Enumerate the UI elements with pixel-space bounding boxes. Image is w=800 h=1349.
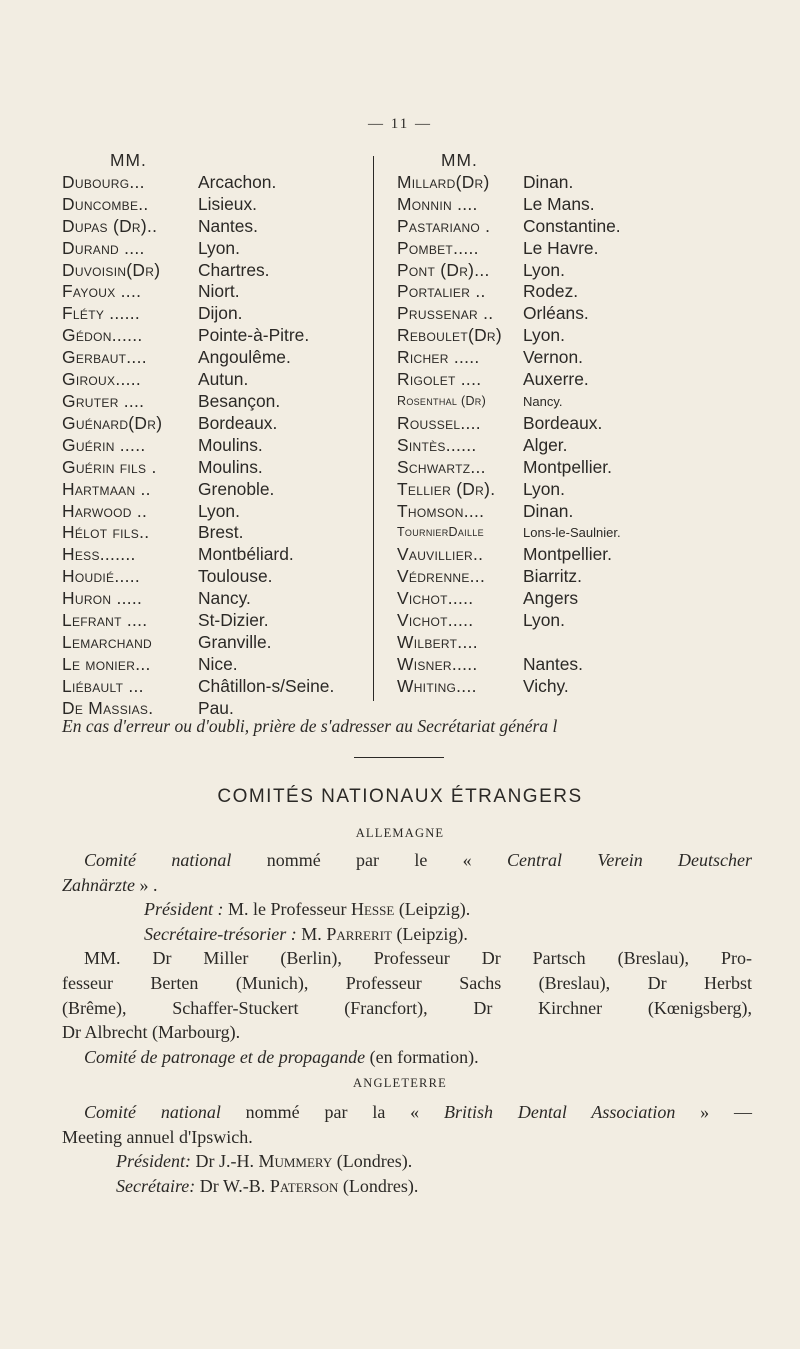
president-text: Dr J.-H.: [190, 1151, 259, 1172]
committee-text: nommé par la «: [220, 1102, 444, 1122]
president-place: (Londres).: [332, 1151, 413, 1172]
member-city: Autun.: [198, 369, 249, 390]
member-city: Dijon.: [198, 303, 243, 324]
member-name: Giroux.....: [62, 369, 141, 390]
committee-line: [62, 1100, 752, 1125]
member-rows: [397, 172, 757, 698]
member-name: Guénard(Dr): [62, 412, 163, 433]
member-name: Vichot.....: [397, 588, 474, 609]
member-name: Wilbert....: [397, 631, 478, 652]
member-city: Orléans.: [523, 303, 589, 324]
member-row: [62, 588, 367, 610]
member-name: Millard(Dr): [397, 171, 490, 192]
member-name: Harwood ..: [62, 500, 148, 521]
member-name: Vauvillier..: [397, 544, 484, 565]
member-name: Duvoisin(Dr): [62, 259, 161, 280]
member-name: Portalier ..: [397, 281, 486, 302]
member-name: Duncombe..: [62, 193, 149, 214]
member-row: [62, 610, 367, 632]
member-name: Monnin ....: [397, 193, 478, 214]
member-row: [397, 654, 757, 676]
member-name: Guérin .....: [62, 434, 146, 455]
member-name: Durand ....: [62, 237, 145, 258]
member-name: Gerbaut....: [62, 347, 147, 368]
member-row: [62, 544, 367, 566]
committee-org: Central Verein Deutscher: [507, 850, 753, 870]
member-row: [397, 632, 757, 654]
member-city: Arcachon.: [198, 171, 277, 192]
england-committee: [62, 1100, 752, 1198]
member-name: Lemarchand: [62, 631, 153, 652]
member-row: [62, 391, 367, 413]
member-city: Dinan.: [523, 171, 574, 192]
member-name: Schwartz...: [397, 456, 486, 477]
committee-org-end: Zahnärzte: [62, 874, 136, 895]
member-row: [397, 347, 757, 369]
errata-note: En cas d'erreur ou d'oubli, prière de s'adresser au Secrétariat généra l: [62, 716, 558, 736]
member-city: Bordeaux.: [523, 412, 603, 433]
committee-end: » .: [135, 874, 158, 895]
member-name: Liébault ...: [62, 675, 144, 696]
member-city: Lyon.: [523, 610, 565, 631]
member-city: Biarritz.: [523, 566, 582, 587]
member-city: Montpellier.: [523, 456, 612, 477]
secretary-text: Dr W.-B.: [195, 1175, 270, 1196]
member-name: Gédon......: [62, 325, 143, 346]
member-city: Nancy.: [523, 393, 563, 409]
member-row: [397, 413, 757, 435]
member-row: [397, 281, 757, 303]
germany-committee: [62, 848, 752, 1069]
member-row: [397, 588, 757, 610]
patronage-label: Comité de patronage et de propagande: [84, 1046, 366, 1067]
member-row: [397, 544, 757, 566]
member-city: Besançon.: [198, 390, 281, 411]
member-row: [397, 435, 757, 457]
member-row: [397, 194, 757, 216]
section-rule: [354, 757, 444, 758]
member-row: [62, 260, 367, 282]
column-divider: [373, 156, 374, 701]
member-city: Rodez.: [523, 281, 579, 302]
member-row: [62, 413, 367, 435]
member-row: [397, 325, 757, 347]
member-row: [62, 632, 367, 654]
members-line: MM. Dr Miller (Berlin), Professeur Dr Partsch (Breslau), Pro-: [84, 948, 752, 969]
column-header: MM.: [110, 150, 147, 170]
meeting-line: Meeting annuel d'Ipswich.: [62, 1126, 253, 1147]
member-row: [62, 369, 367, 391]
president-place: (Leipzig).: [394, 899, 471, 920]
president-name: Mummery: [258, 1151, 333, 1172]
member-name: TournierDaille: [397, 525, 484, 540]
member-city: Constantine.: [523, 215, 621, 236]
member-city: [523, 632, 757, 654]
member-row: [62, 303, 367, 325]
secretary-place: (Leipzig).: [391, 923, 468, 944]
patronage-line: [62, 1045, 752, 1070]
member-city: Moulins.: [198, 434, 263, 455]
member-column-left: [62, 150, 367, 720]
president-line: [62, 897, 752, 922]
member-name: Richer .....: [397, 347, 480, 368]
member-city: Montbéliard.: [198, 544, 294, 565]
member-name: Vichot.....: [397, 610, 474, 631]
member-city: Vernon.: [523, 347, 583, 368]
column-header: MM.: [441, 150, 478, 170]
member-name: Dupas (Dr)..: [62, 215, 158, 236]
member-city: Granville.: [198, 631, 272, 652]
member-row: [397, 501, 757, 523]
president-text: M. le Professeur: [223, 899, 351, 920]
committee-label: Comité national: [84, 850, 232, 870]
member-name: Pastariano .: [397, 215, 491, 236]
member-row: [62, 457, 367, 479]
member-name: Le monier...: [62, 653, 151, 674]
member-city: St-Dizier.: [198, 610, 269, 631]
member-city: Vichy.: [523, 675, 569, 696]
member-name: Hess.......: [62, 544, 136, 565]
president-label: Président:: [116, 1151, 191, 1172]
member-name: Prussenar ..: [397, 303, 494, 324]
country-heading-england: ANGLETERRE: [353, 1076, 447, 1090]
member-city: Lons-le-Saulnier.: [523, 525, 621, 541]
member-name: Whiting....: [397, 675, 477, 696]
committee-text: nommé par le «: [266, 850, 508, 870]
committee-end: » —: [675, 1102, 753, 1122]
committee-line: [62, 848, 752, 873]
member-city: Nantes.: [523, 653, 583, 674]
member-city: Brest.: [198, 522, 244, 543]
member-row: [397, 369, 757, 391]
committee-label: Comité national: [84, 1102, 221, 1122]
member-rows: [62, 172, 367, 720]
member-name: Fayoux ....: [62, 281, 142, 302]
member-name: Pont (Dr)...: [397, 259, 490, 280]
secretary-label: Secrétaire:: [116, 1175, 196, 1196]
member-name: Roussel....: [397, 412, 481, 433]
member-row: [397, 610, 757, 632]
member-row: [397, 172, 757, 194]
member-city: Grenoble.: [198, 478, 275, 499]
member-city: Nice.: [198, 653, 238, 674]
member-city: Lyon.: [198, 237, 240, 258]
member-city: Niort.: [198, 281, 240, 302]
member-row: [62, 281, 367, 303]
member-row: [397, 391, 757, 413]
section-title: COMITÉS NATIONAUX ÉTRANGERS: [217, 786, 583, 807]
member-row: [62, 566, 367, 588]
member-row: [62, 194, 367, 216]
member-name: Thomson....: [397, 500, 485, 521]
member-name: Gruter ....: [62, 390, 145, 411]
member-city: Bordeaux.: [198, 412, 278, 433]
member-row: [397, 479, 757, 501]
member-city: Angers: [523, 588, 579, 609]
secretary-label: Secrétaire-trésorier :: [144, 923, 297, 944]
member-row: [62, 172, 367, 194]
committee-line-2: [62, 873, 752, 898]
member-list: [62, 150, 752, 718]
country-heading-germany: ALLEMAGNE: [355, 826, 445, 840]
secretary-line: [62, 1174, 752, 1199]
member-city: Le Havre.: [523, 237, 599, 258]
member-city: Lyon.: [523, 259, 565, 280]
member-name: Tellier (Dr).: [397, 478, 496, 499]
member-name: Pombet.....: [397, 237, 479, 258]
member-name: Hartmaan ..: [62, 478, 151, 499]
member-name: Rosenthal (Dr): [397, 393, 487, 408]
members-line: (Brême), Schaffer-Stuckert (Francfort), Dr Kirchner (Kœnigsberg),: [62, 997, 752, 1018]
member-name: Hélot fils..: [62, 522, 150, 543]
member-city: Lyon.: [198, 500, 240, 521]
secretary-name: Parrerit: [326, 923, 392, 944]
member-column-right: [397, 150, 757, 698]
member-name: Rigolet ....: [397, 369, 482, 390]
member-row: [397, 676, 757, 698]
member-row: [62, 216, 367, 238]
page-number: — 11 —: [368, 116, 432, 132]
member-row: [397, 457, 757, 479]
president-name: Hesse: [350, 899, 395, 920]
member-row: [397, 216, 757, 238]
member-row: [397, 566, 757, 588]
member-city: Nancy.: [198, 588, 251, 609]
member-city: Lyon.: [523, 325, 565, 346]
member-row: [397, 260, 757, 282]
member-name: Reboulet(Dr): [397, 325, 502, 346]
member-name: Fléty ......: [62, 303, 141, 324]
member-city: Auxerre.: [523, 369, 589, 390]
member-row: [62, 435, 367, 457]
member-city: Pointe-à-Pitre.: [198, 325, 310, 346]
member-name: Védrenne...: [397, 566, 486, 587]
members-line: Dr Albrecht (Marbourg).: [62, 1022, 241, 1043]
member-name: De Massias.: [62, 697, 154, 718]
member-row: [62, 479, 367, 501]
member-city: Châtillon-s/Seine.: [198, 675, 335, 696]
member-city: Lyon.: [523, 478, 565, 499]
member-row: [62, 654, 367, 676]
member-city: Moulins.: [198, 456, 263, 477]
members-line: fesseur Berten (Munich), Professeur Sachs (Breslau), Dr Herbst: [62, 972, 752, 993]
member-row: [62, 522, 367, 544]
member-city: Le Mans.: [523, 193, 595, 214]
member-city: Toulouse.: [198, 566, 273, 587]
member-row: [62, 325, 367, 347]
member-name: Houdié.....: [62, 566, 141, 587]
member-city: Chartres.: [198, 259, 270, 280]
member-city: Alger.: [523, 434, 568, 455]
member-city: Lisieux.: [198, 193, 257, 214]
member-name: Wisner.....: [397, 653, 478, 674]
member-row: [397, 522, 757, 544]
secretary-text: M.: [296, 923, 327, 944]
member-name: Dubourg...: [62, 171, 145, 192]
secretary-place: (Londres).: [338, 1175, 419, 1196]
patronage-text: (en formation).: [365, 1046, 479, 1067]
member-row: [397, 303, 757, 325]
member-city: Dinan.: [523, 500, 574, 521]
member-name: Sintès......: [397, 434, 477, 455]
committee-org: British Dental Association: [444, 1102, 676, 1122]
member-row: [397, 238, 757, 260]
member-city: Angoulême.: [198, 347, 291, 368]
secretary-name: Paterson: [269, 1175, 339, 1196]
member-row: [62, 676, 367, 698]
member-city: Pau.: [198, 697, 234, 718]
president-label: Président :: [144, 899, 224, 920]
secretary-line: [62, 922, 752, 947]
member-name: Guérin fils .: [62, 456, 157, 477]
member-city: Nantes.: [198, 215, 258, 236]
member-row: [62, 347, 367, 369]
member-name: Huron .....: [62, 588, 143, 609]
member-name: Lefrant ....: [62, 610, 148, 631]
member-city: Montpellier.: [523, 544, 612, 565]
member-row: [62, 238, 367, 260]
president-line: [62, 1149, 752, 1174]
member-row: [62, 501, 367, 523]
